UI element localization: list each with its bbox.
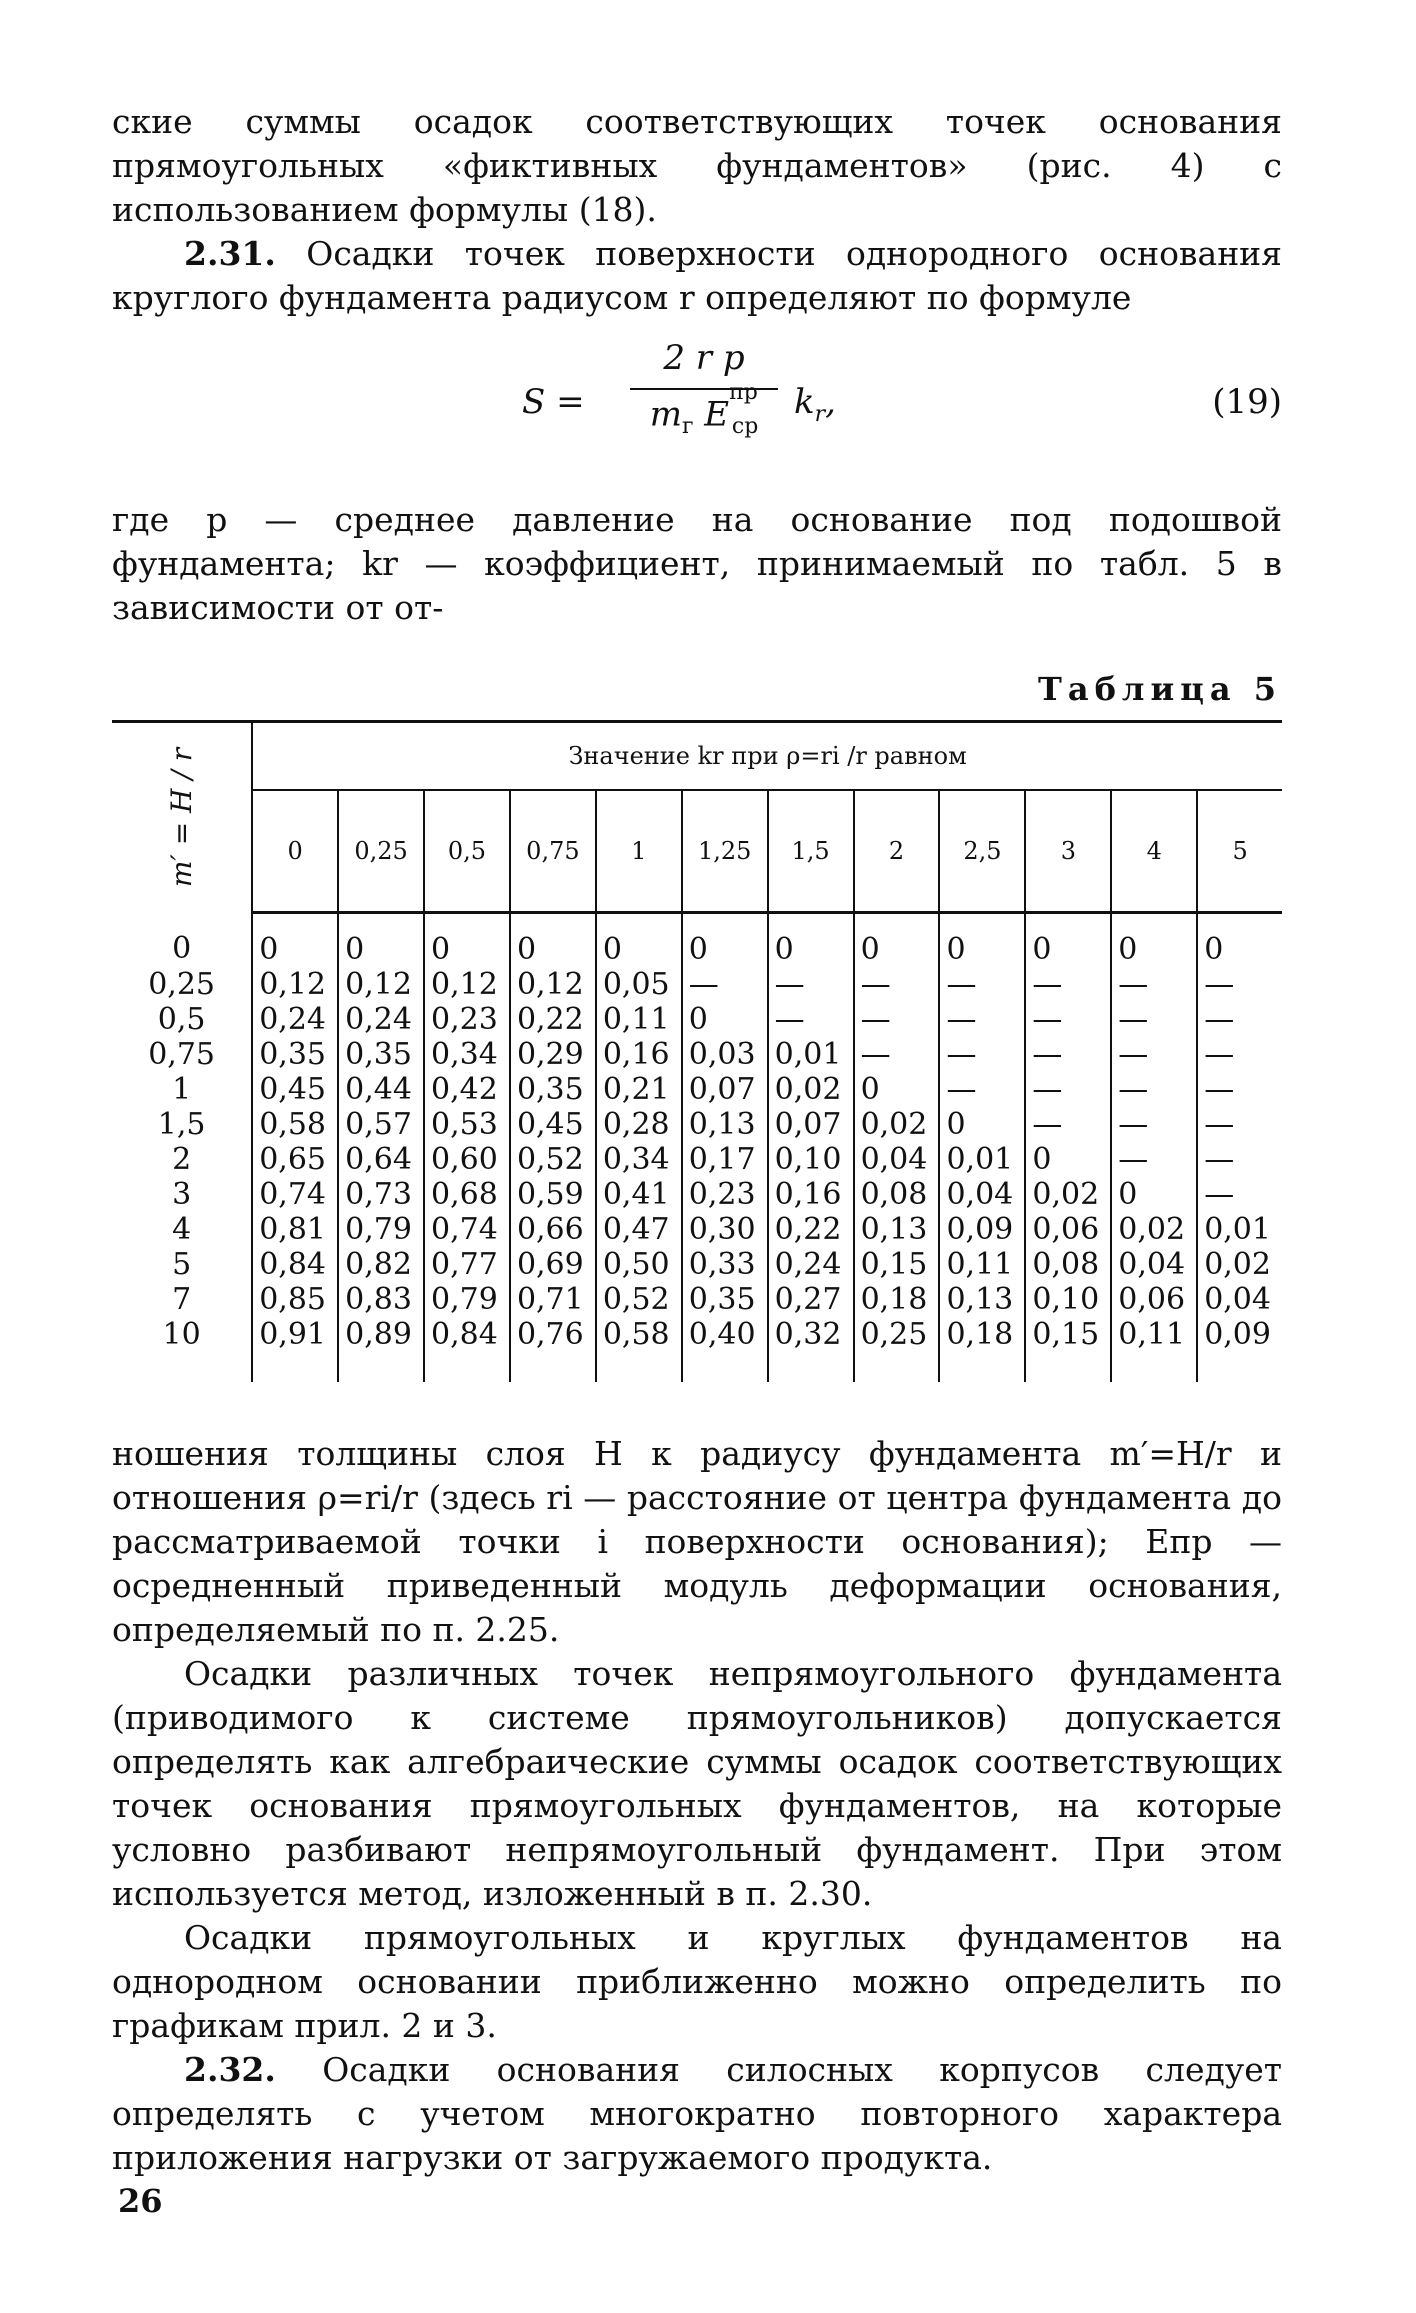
table-cell: 0,10 (1025, 1282, 1111, 1317)
table-cell: — (1197, 967, 1282, 1002)
table-cell: 0,45 (510, 1107, 596, 1142)
table-cell: 0,35 (682, 1282, 768, 1317)
table-cell: 0,82 (338, 1247, 424, 1282)
table-cell: 0,71 (510, 1282, 596, 1317)
table-cell: 0 (252, 913, 338, 968)
formula-number: (19) (1212, 382, 1282, 422)
section-2-32 (112, 2048, 1282, 2180)
table-cell: 0 (939, 1107, 1025, 1142)
table-cell: 0,02 (1111, 1212, 1197, 1247)
section-text: Осадки основания силосных корпусов следует определять с учетом многократно повторного характера приложения нагрузки от загружаемого продукта. (112, 2050, 1282, 2177)
table-cell: — (1111, 1002, 1197, 1037)
table-row (112, 1317, 1282, 1382)
table-cell: — (1197, 1177, 1282, 1212)
table-cell: 0 (510, 913, 596, 968)
table-cell: 0,57 (338, 1107, 424, 1142)
table-cell: 0,11 (939, 1247, 1025, 1282)
row-label-cell: 4 (172, 1212, 192, 1247)
row-label-cell: 3 (172, 1177, 192, 1212)
table-cell: 0,66 (510, 1212, 596, 1247)
page-content (112, 100, 1282, 2180)
table-cell: 0,91 (252, 1317, 338, 1382)
table-cell: 0,12 (338, 967, 424, 1002)
row-label-cell: 0,75 (148, 1037, 215, 1072)
table-cell: 0,03 (682, 1037, 768, 1072)
table-cell: 0,74 (424, 1212, 510, 1247)
table-cell: 0,11 (1111, 1317, 1197, 1382)
table-cell: 0,22 (768, 1212, 854, 1247)
table-cell: 0,30 (682, 1212, 768, 1247)
table-cell: 0,89 (338, 1317, 424, 1382)
table-cell: 0,32 (768, 1317, 854, 1382)
table-cell: 0,58 (596, 1317, 682, 1382)
table-cell: 0,18 (854, 1282, 940, 1317)
row-header-cell (112, 722, 252, 913)
table-cell: 0,12 (424, 967, 510, 1002)
table-cell: — (854, 1002, 940, 1037)
table-row (112, 1142, 1282, 1177)
table-row (112, 1107, 1282, 1142)
paragraph-where: где p — среднее давление на основание под подошвой фундамента; kr — коэффициент, принимаемый по табл. 5 в зависимости от от- (112, 500, 1282, 627)
table-cell: 0,13 (682, 1107, 768, 1142)
table-cell: 0,24 (252, 1002, 338, 1037)
table-cell: — (1197, 1142, 1282, 1177)
table-cell: — (939, 1002, 1025, 1037)
k-symbol: k (794, 382, 815, 422)
column-header: 0 (252, 790, 338, 913)
table-cell: 0 (854, 913, 940, 968)
paragraph-continuation: ские суммы осадок соответствующих точек основания прямоугольных «фиктивных фундаментов» (рис. 4) с использованием формулы (18). (112, 102, 1282, 229)
section-text: Осадки точек поверхности однородного основания круглого фундамента радиусом r определяют по формуле (112, 234, 1282, 317)
table-cell: 0,79 (424, 1282, 510, 1317)
table-cell: 0,17 (682, 1142, 768, 1177)
table-cell: — (1025, 1072, 1111, 1107)
table-cell: — (1025, 1107, 1111, 1142)
den-e-sup: пр (729, 380, 758, 405)
table-cell: 0,81 (252, 1212, 338, 1247)
formula-fraction (624, 338, 784, 448)
k-tail: , (825, 382, 836, 422)
table-cell: 0,02 (854, 1107, 940, 1142)
table-cell: 0,04 (854, 1142, 940, 1177)
table-cell: 0 (854, 1072, 940, 1107)
table-cell: 0,13 (854, 1212, 940, 1247)
table-cell: 0,07 (682, 1072, 768, 1107)
table-cell: 0,01 (1197, 1212, 1282, 1247)
table-cell: 0,79 (338, 1212, 424, 1247)
table-cell: 0 (682, 913, 768, 968)
table-cell: 0,58 (252, 1107, 338, 1142)
table-cell: 0,15 (1025, 1317, 1111, 1382)
table-cell: — (1111, 1142, 1197, 1177)
k-sub: r (814, 401, 826, 427)
table-cell: 0 (1111, 913, 1197, 968)
table-cell: 0,40 (682, 1317, 768, 1382)
row-label-cell: 5 (172, 1247, 192, 1282)
table-cell: 0 (768, 913, 854, 968)
column-header: 0,75 (510, 790, 596, 913)
table-cell: 0,35 (252, 1037, 338, 1072)
table-cell: — (1025, 967, 1111, 1002)
table-cell: 0,02 (768, 1072, 854, 1107)
table-cell: 0,25 (854, 1317, 940, 1382)
table-cell: 0,68 (424, 1177, 510, 1212)
table-cell: 0,08 (854, 1177, 940, 1212)
row-label-cell: 0 (172, 931, 192, 967)
table-cell: 0,29 (510, 1037, 596, 1072)
table-cell: 0,59 (510, 1177, 596, 1212)
den-e: E (704, 394, 730, 435)
table-cell: — (1111, 1072, 1197, 1107)
table-cell: 0,04 (1197, 1282, 1282, 1317)
den-e-sub: ср (731, 414, 759, 440)
table-cell: 0,33 (682, 1247, 768, 1282)
table-cell: 0,02 (1197, 1247, 1282, 1282)
column-header: 0,5 (424, 790, 510, 913)
table-row (112, 1247, 1282, 1282)
table-cell: 0 (1111, 1177, 1197, 1212)
table-cell: — (1025, 1037, 1111, 1072)
table-cell: 0,11 (596, 1002, 682, 1037)
table-cell: — (939, 967, 1025, 1002)
table-cell: 0,84 (424, 1317, 510, 1382)
table-cell: — (1111, 967, 1197, 1002)
table-cell: 0,76 (510, 1317, 596, 1382)
row-label-cell: 1 (172, 1072, 192, 1107)
table-cell: 0,42 (424, 1072, 510, 1107)
table-cell: 0,53 (424, 1107, 510, 1142)
table-cell: 0,04 (1111, 1247, 1197, 1282)
table-row (112, 1072, 1282, 1107)
row-label-cell: 0,5 (157, 1002, 206, 1037)
table-cell: — (1197, 1107, 1282, 1142)
paragraph-graphs: Осадки прямоугольных и круглых фундаментов на однородном основании приближенно можно определить по графикам прил. 2 и 3. (112, 1918, 1282, 2045)
table-cell: — (1197, 1002, 1282, 1037)
table-cell: 0,83 (338, 1282, 424, 1317)
table-cell: 0,16 (768, 1177, 854, 1212)
table-cell: 0,27 (768, 1282, 854, 1317)
table-cell: 0,24 (768, 1247, 854, 1282)
den-m: m (649, 394, 682, 435)
table-row (112, 967, 1282, 1002)
row-label-cell: 1,5 (157, 1107, 206, 1142)
table-cell: 0,24 (338, 1002, 424, 1037)
table-cell: 0,44 (338, 1072, 424, 1107)
table-cell: 0 (682, 1002, 768, 1037)
table-cell: 0,65 (252, 1142, 338, 1177)
table-cell: 0,18 (939, 1317, 1025, 1382)
column-header: 0,25 (338, 790, 424, 913)
table-cell: — (1111, 1037, 1197, 1072)
table-body (112, 913, 1282, 1383)
column-header: 2,5 (939, 790, 1025, 913)
table-cell: 0 (1025, 913, 1111, 968)
table-row (112, 913, 1282, 968)
table-cell: 0,16 (596, 1037, 682, 1072)
table-caption: Таблица 5 (1038, 670, 1282, 708)
table-cell: 0,08 (1025, 1247, 1111, 1282)
section-number: 2.32. (184, 2050, 276, 2089)
table-cell: 0 (424, 913, 510, 968)
table-cell: 0 (939, 913, 1025, 968)
column-header-row (112, 790, 1282, 913)
table-cell: 0,02 (1025, 1177, 1111, 1212)
table-cell: 0,41 (596, 1177, 682, 1212)
table-cell: — (854, 1037, 940, 1072)
table-cell: 0,05 (596, 967, 682, 1002)
formula-k (794, 382, 836, 427)
table-cell: 0,47 (596, 1212, 682, 1247)
table-cell: 0,85 (252, 1282, 338, 1317)
table-cell: — (1197, 1072, 1282, 1107)
table-cell: 0,10 (768, 1142, 854, 1177)
page-number: 26 (118, 2182, 163, 2220)
table-row (112, 1037, 1282, 1072)
table-cell: 0,07 (768, 1107, 854, 1142)
table-cell: — (939, 1037, 1025, 1072)
table-cell: 0,84 (252, 1247, 338, 1282)
table-cell: 0,73 (338, 1177, 424, 1212)
column-header: 1,25 (682, 790, 768, 913)
column-header: 2 (854, 790, 940, 913)
table-cell: 0,74 (252, 1177, 338, 1212)
table-cell: 0,35 (338, 1037, 424, 1072)
den-m-sub: г (681, 414, 694, 440)
table-cell: 0 (1025, 1142, 1111, 1177)
section-2-31 (112, 232, 1282, 320)
table-row (112, 1282, 1282, 1317)
table-cell: 0,52 (510, 1142, 596, 1177)
column-header: 5 (1197, 790, 1282, 913)
table-cell: — (939, 1072, 1025, 1107)
table-cell: 0,01 (939, 1142, 1025, 1177)
table-cell: 0 (596, 913, 682, 968)
table-cell: 0,09 (1197, 1317, 1282, 1382)
table-cell: — (768, 1002, 854, 1037)
formula-lhs: S = (522, 382, 585, 422)
section-number: 2.31. (184, 234, 276, 273)
table-5 (112, 720, 1282, 1382)
table-cell: 0,28 (596, 1107, 682, 1142)
table-row (112, 1212, 1282, 1247)
table-cell: 0,21 (596, 1072, 682, 1107)
table-cell: — (682, 967, 768, 1002)
formula-denominator (624, 380, 784, 448)
table-cell: 0,23 (682, 1177, 768, 1212)
table-cell: 0,06 (1025, 1212, 1111, 1247)
column-header: 4 (1111, 790, 1197, 913)
table-cell: 0,34 (424, 1037, 510, 1072)
table-cell: 0,12 (252, 967, 338, 1002)
row-label-cell: 0,25 (148, 967, 215, 1002)
table-cell: — (1025, 1002, 1111, 1037)
table-cell: 0,64 (338, 1142, 424, 1177)
row-header-label: m′ = H / r (165, 748, 199, 888)
table-cell: 0,12 (510, 967, 596, 1002)
table-cell: 0,52 (596, 1282, 682, 1317)
table-cell: — (1197, 1037, 1282, 1072)
table-cell: 0,23 (424, 1002, 510, 1037)
formula-19 (112, 330, 1282, 480)
table-cell: — (1111, 1107, 1197, 1142)
table-cell: 0,69 (510, 1247, 596, 1282)
table-cell: 0,34 (596, 1142, 682, 1177)
table-row (112, 1002, 1282, 1037)
table-cell: 0,22 (510, 1002, 596, 1037)
table-cell: 0,60 (424, 1142, 510, 1177)
table-cell: — (854, 967, 940, 1002)
table-cell: 0,35 (510, 1072, 596, 1107)
table-cell: 0,15 (854, 1247, 940, 1282)
paragraph-nonrect: Осадки различных точек непрямоугольного фундамента (приводимого к системе прямоугольников) допускается определять как алгебраические суммы осадок соответствующих точек основания прямоугольных фундаментов, на которые условно разбивают непрямоугольный фундамент. При этом используется метод, изложенный в п. 2.30. (112, 1654, 1282, 1913)
table-cell: 0 (1197, 913, 1282, 968)
column-header: 1,5 (768, 790, 854, 913)
table-cell: 0,01 (768, 1037, 854, 1072)
table-cell: — (768, 967, 854, 1002)
table-cell: 0,04 (939, 1177, 1025, 1212)
table-cell: 0 (338, 913, 424, 968)
column-header: 1 (596, 790, 682, 913)
row-label-cell: 10 (162, 1317, 201, 1352)
table-cell: 0,77 (424, 1247, 510, 1282)
table-cell: 0,06 (1111, 1282, 1197, 1317)
row-label-cell: 7 (172, 1282, 192, 1317)
group-header: Значение kr при ρ=ri /r равном (252, 722, 1282, 791)
table-cell: 0,13 (939, 1282, 1025, 1317)
formula-numerator: 2 r p (663, 338, 745, 378)
table-cell: 0,45 (252, 1072, 338, 1107)
table-row (112, 1177, 1282, 1212)
row-label-cell: 2 (172, 1142, 192, 1177)
table-cell: 0,50 (596, 1247, 682, 1282)
paragraph-ratio: ношения толщины слоя H к радиусу фундамента m′=H/r и отношения ρ=ri/r (здесь ri — расстояние от центра фундамента до рассматриваемой точки i поверхности основания); Eпр — осредненный приведенный модуль деформации основания, определяемый по п. 2.25. (112, 1434, 1282, 1649)
table-cell: 0,09 (939, 1212, 1025, 1247)
column-header: 3 (1025, 790, 1111, 913)
